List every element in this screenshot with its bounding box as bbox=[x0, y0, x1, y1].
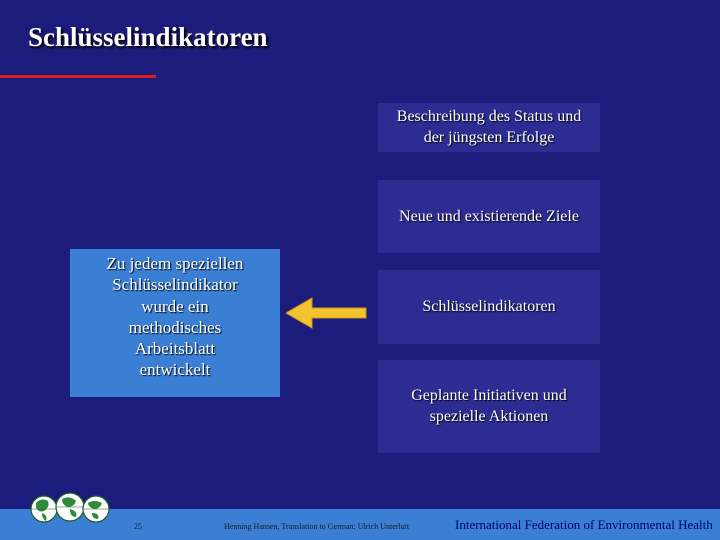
goals-box-label: Neue und existierende Ziele bbox=[399, 208, 579, 225]
key-indicators-box bbox=[378, 270, 600, 344]
arrow-left-icon bbox=[286, 296, 368, 330]
status-box-label: Beschreibung des Status und der jüngsten Erfolge bbox=[396, 107, 582, 146]
slide-title: Schlüsselindikatoren bbox=[28, 22, 268, 52]
actions-box-label: Geplante Initiativen und spezielle Aktionen bbox=[411, 386, 567, 425]
key-indicators-box-label: Schlüsselindikatoren bbox=[422, 297, 556, 315]
status-box bbox=[378, 103, 600, 152]
methodology-box bbox=[70, 249, 280, 397]
footer-credit: Henning Hansen, Translation to German: Ulrich Unterlutt bbox=[224, 522, 410, 531]
organization-name: International Federation of Environmental Health bbox=[455, 517, 713, 532]
methodology-box-label: Zu jedem speziellen Schlüsselindikator wurde ein methodisches Arbeitsblatt entwickelt bbox=[106, 254, 244, 380]
page-number: 25 bbox=[134, 522, 142, 531]
actions-box bbox=[378, 360, 600, 453]
goals-box bbox=[378, 180, 600, 253]
ifeh-globe-logo-icon bbox=[28, 487, 112, 533]
title-underline bbox=[0, 75, 156, 78]
